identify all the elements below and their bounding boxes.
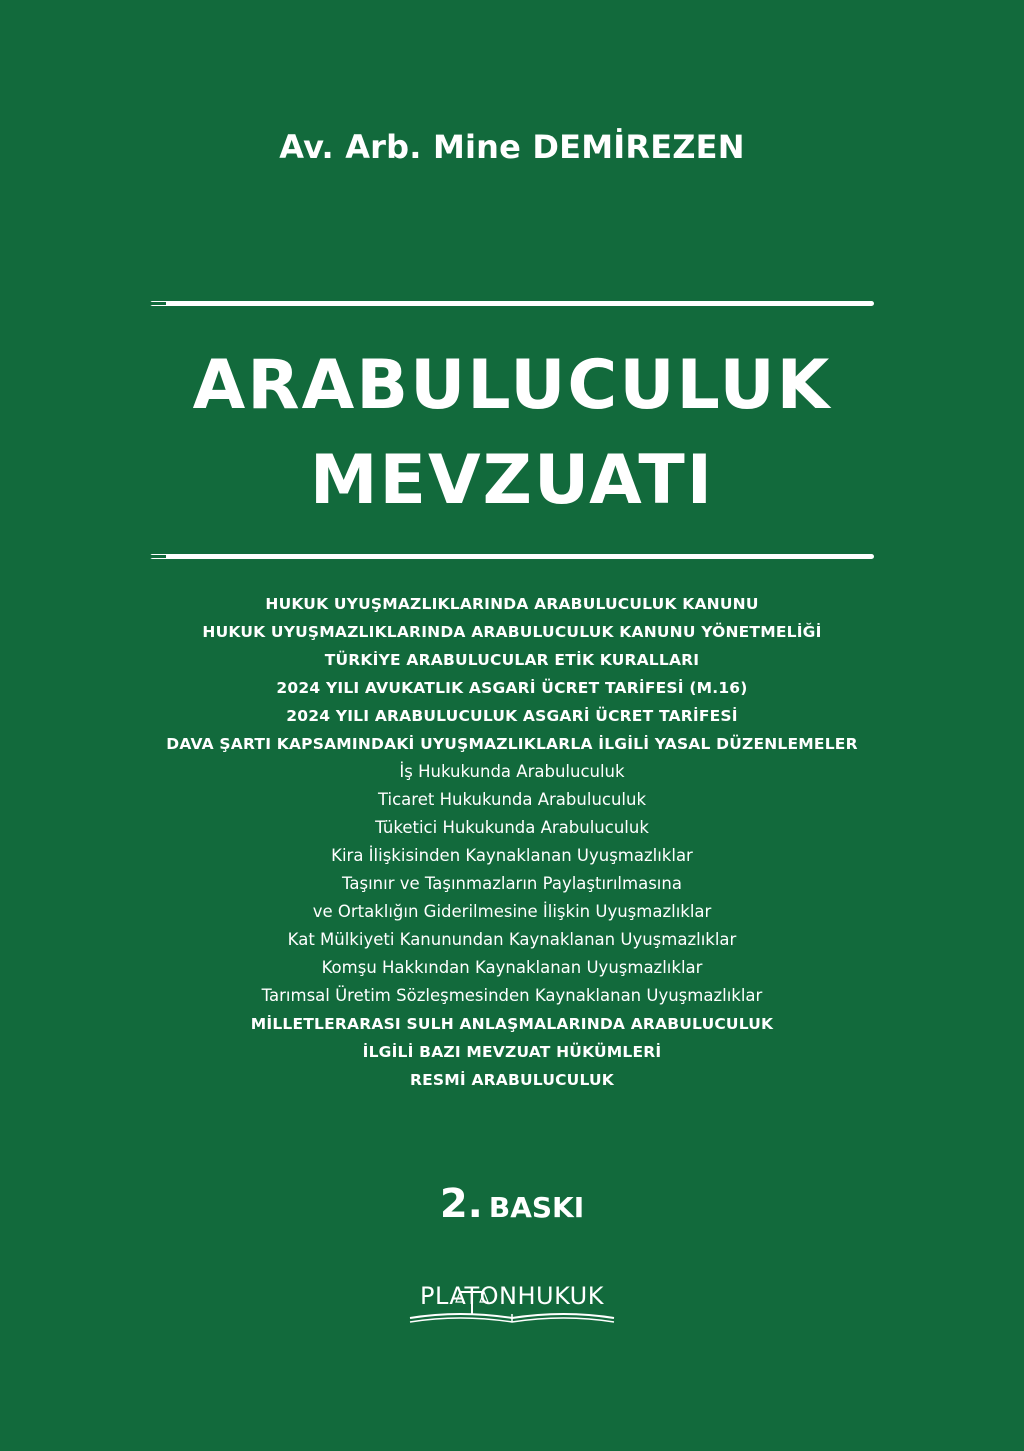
contents-item: İş Hukukunda Arabuluculuk — [399, 762, 625, 781]
contents-item: HUKUK UYUŞMAZLIKLARINDA ARABULUCULUK KANUNU YÖNETMELİĞİ — [202, 623, 822, 641]
publisher-name: PLATONHUKUK — [420, 1282, 604, 1310]
publisher-logo — [408, 1280, 616, 1328]
contents-item: Tüketici Hukukunda Arabuluculuk — [375, 818, 649, 837]
top-divider — [150, 301, 874, 306]
contents-item: Ticaret Hukukunda Arabuluculuk — [377, 790, 647, 809]
edition-word: BASKI — [488, 1191, 585, 1224]
contents-item: Tarımsal Üretim Sözleşmesinden Kaynaklanan Uyuşmazlıklar — [261, 986, 763, 1005]
edition-label — [0, 1181, 1024, 1227]
contents-item: 2024 YILI AVUKATLIK ASGARİ ÜCRET TARİFESİ (M.16) — [276, 679, 748, 697]
contents-item: TÜRKİYE ARABULUCULAR ETİK KURALLARI — [324, 651, 700, 669]
contents-item: 2024 YILI ARABULUCULUK ASGARİ ÜCRET TARİFESİ — [286, 707, 738, 725]
contents-item: Kira İlişkisinden Kaynaklanan Uyuşmazlıklar — [331, 846, 693, 865]
contents-item: Taşınır ve Taşınmazların Paylaştırılmasına — [342, 874, 682, 893]
contents-item: İLGİLİ BAZI MEVZUAT HÜKÜMLERİ — [362, 1043, 662, 1061]
bottom-divider — [150, 554, 874, 559]
contents-item: Kat Mülkiyeti Kanunundan Kaynaklanan Uyuşmazlıklar — [287, 930, 737, 949]
contents-list — [0, 590, 1024, 1094]
author-name: Av. Arb. Mine DEMİREZEN — [279, 128, 745, 166]
contents-item: ve Ortaklığın Giderilmesine İlişkin Uyuşmazlıklar — [312, 902, 712, 921]
contents-item: HUKUK UYUŞMAZLIKLARINDA ARABULUCULUK KANUNU — [265, 595, 759, 613]
contents-item: MİLLETLERARASI SULH ANLAŞMALARINDA ARABULUCULUK — [250, 1015, 774, 1033]
edition-number: 2. — [439, 1181, 483, 1227]
title-line-1: ARABULUCULUK — [192, 346, 832, 425]
contents-item: DAVA ŞARTI KAPSAMINDAKİ UYUŞMAZLIKLARLA İLGİLİ YASAL DÜZENLEMELER — [166, 735, 858, 753]
contents-item: RESMİ ARABULUCULUK — [410, 1071, 614, 1089]
title-line-2: MEVZUATI — [309, 441, 715, 520]
contents-item: Komşu Hakkından Kaynaklanan Uyuşmazlıklar — [321, 958, 703, 977]
